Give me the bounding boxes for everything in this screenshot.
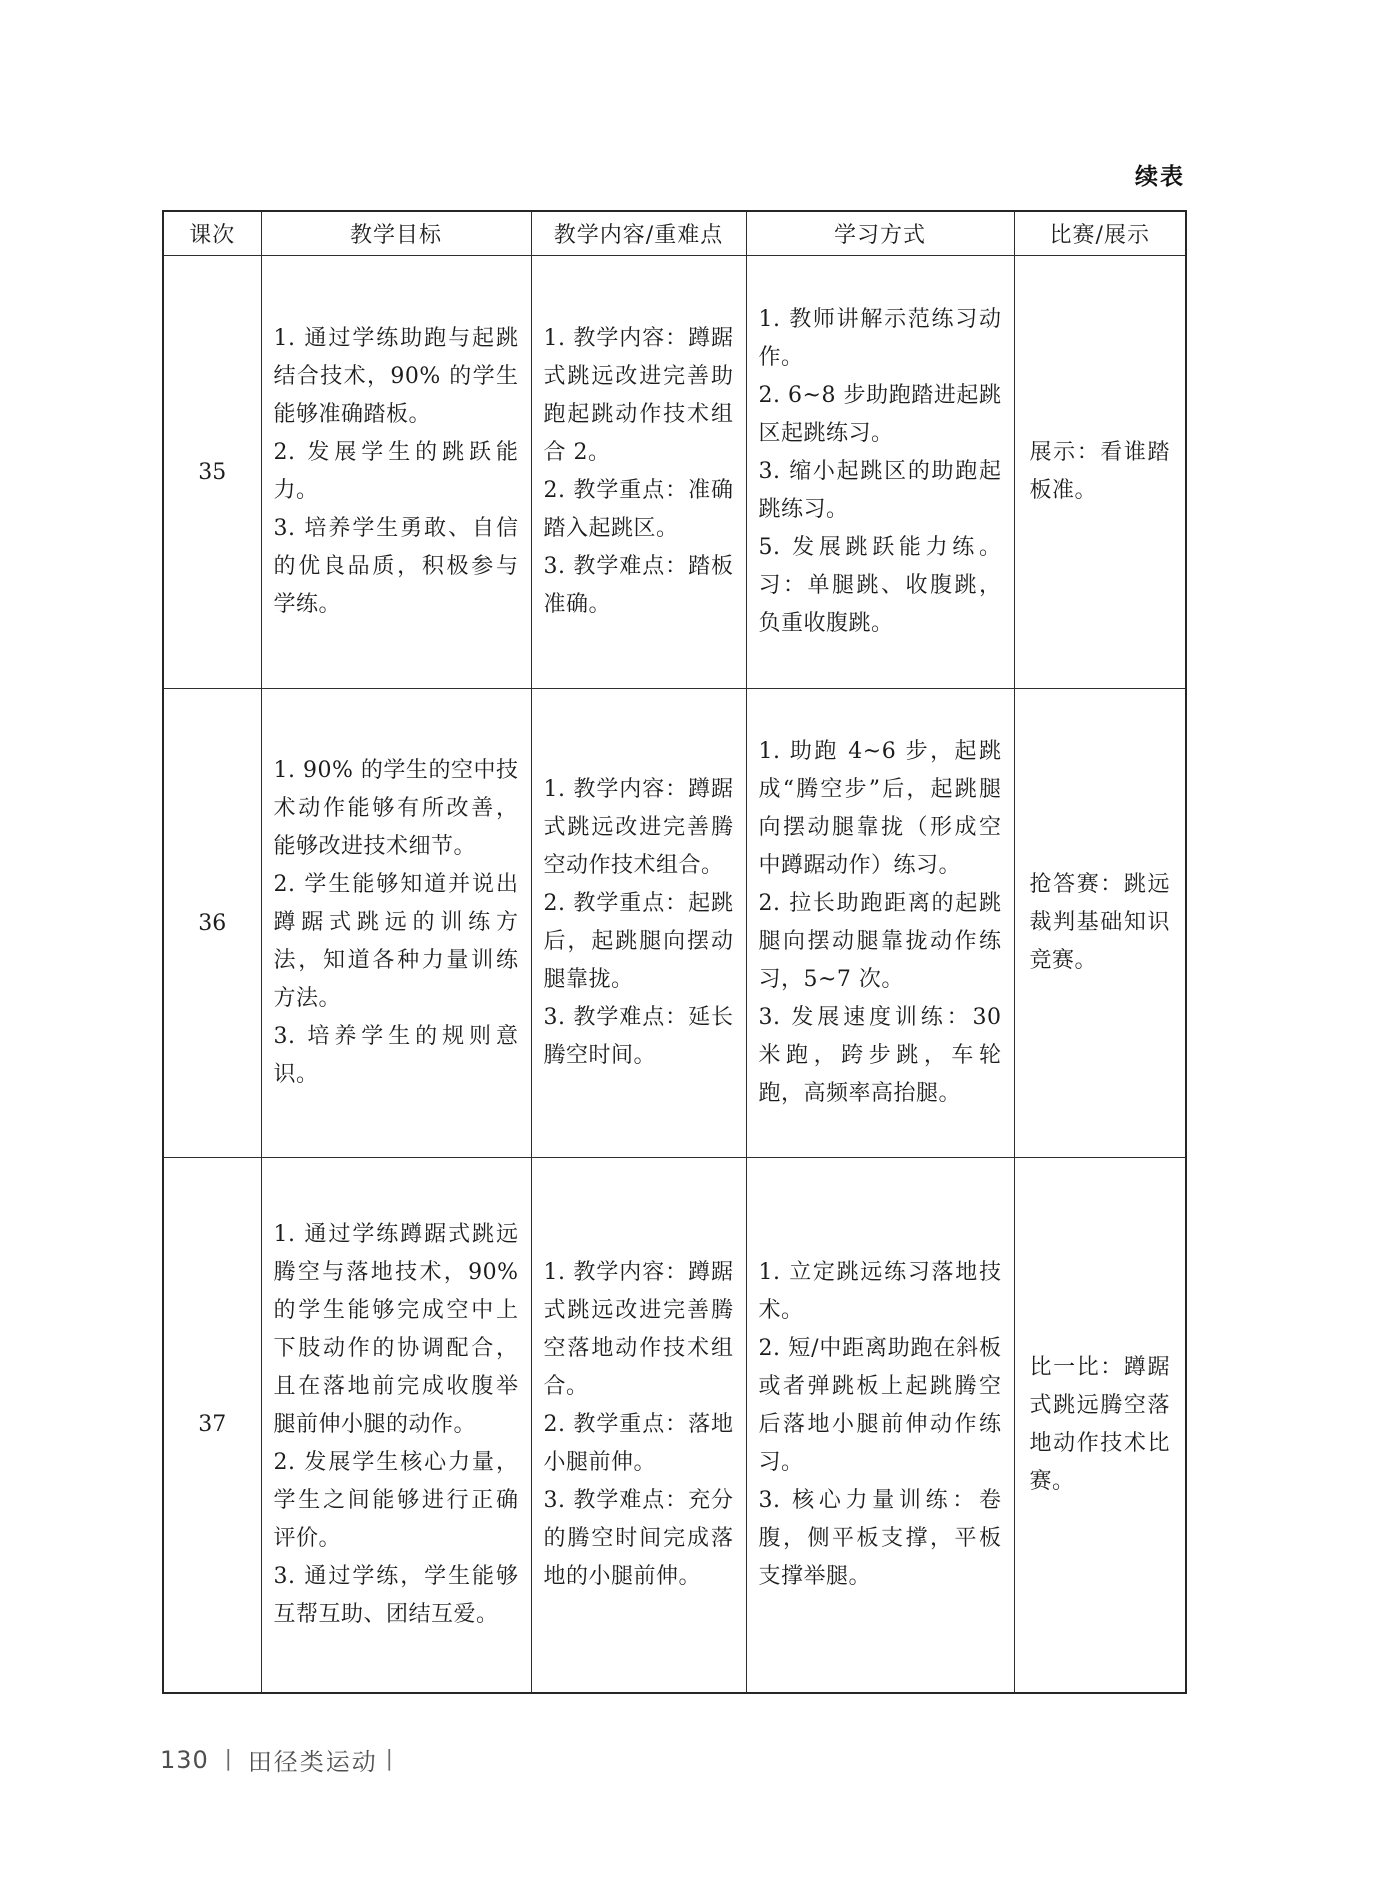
competition-text: 比一比：蹲踞式跳远腾空落地动作技术比赛。 (1029, 1354, 1170, 1494)
footer-separator: ∣ (222, 1747, 234, 1772)
lesson-number: 36 (163, 689, 261, 1158)
column-header-lesson: 课次 (163, 211, 261, 256)
content-item: 3. 教学难点：延长腾空时间。 (543, 1005, 734, 1068)
table-continuation-label: 续表 (1135, 164, 1185, 190)
footer-section-title: 田径类运动 (247, 1748, 378, 1776)
cell-objectives (261, 256, 531, 689)
method-item: 1. 立定跳远练习落地技术。 (758, 1259, 1002, 1323)
cell-methods (746, 689, 1014, 1158)
content-item: 2. 教学重点：准确踏入起跳区。 (543, 478, 734, 541)
method-item: 1. 助跑 4~6 步，起跳成“腾空步”后，起跳腿向摆动腿靠拢（形成空中蹲踞动作）练习。 (758, 739, 1002, 878)
table-row-lesson-36 (163, 689, 1186, 1158)
column-header-methods: 学习方式 (746, 211, 1014, 256)
objective-item: 3. 通过学练，学生能够互帮互助、团结互爱。 (273, 1563, 519, 1627)
content-item: 2. 教学重点：起跳后，起跳腿向摆动腿靠拢。 (543, 891, 734, 992)
content-item: 1. 教学内容：蹲踞式跳远改进完善助跑起跳动作技术组合 2。 (543, 326, 734, 465)
table-row-lesson-37 (163, 1158, 1186, 1693)
cell-competition (1014, 1158, 1186, 1693)
footer-separator-trailing: ∣ (383, 1747, 395, 1772)
cell-methods (746, 256, 1014, 689)
cell-competition (1014, 689, 1186, 1158)
table-row-lesson-35 (163, 256, 1186, 689)
objective-item: 2. 学生能够知道并说出蹲踞式跳远的训练方法，知道各种力量训练方法。 (273, 872, 519, 1011)
method-item: 3. 发展速度训练：30 米跑，跨步跳，车轮跑，高频率高抬腿。 (758, 1005, 1002, 1106)
content-item: 3. 教学难点：踏板准确。 (543, 554, 734, 617)
competition-text: 抢答赛：跳远裁判基础知识竞赛。 (1029, 872, 1170, 973)
method-item: 2. 拉长助跑距离的起跳腿向摆动腿靠拢动作练习，5~7 次。 (758, 891, 1002, 992)
content-item: 1. 教学内容：蹲踞式跳远改进完善腾空动作技术组合。 (543, 777, 734, 878)
content-item: 1. 教学内容：蹲踞式跳远改进完善腾空落地动作技术组合。 (543, 1259, 734, 1399)
method-item: 3. 缩小起跳区的助跑起跳练习。 (758, 459, 1002, 522)
objective-item: 1. 90% 的学生的空中技术动作能够有所改善，能够改进技术细节。 (273, 758, 519, 859)
column-header-objectives: 教学目标 (261, 211, 531, 256)
objective-item: 3. 培养学生勇敢、自信的优良品质，积极参与学练。 (273, 516, 519, 617)
cell-competition (1014, 256, 1186, 689)
cell-objectives (261, 1158, 531, 1693)
objective-item: 1. 通过学练助跑与起跳结合技术，90% 的学生能够准确踏板。 (273, 326, 519, 427)
method-item: 1. 教师讲解示范练习动作。 (758, 307, 1002, 370)
objective-item: 2. 发展学生核心力量，学生之间能够进行正确评价。 (273, 1449, 519, 1551)
content-item: 2. 教学重点：落地小腿前伸。 (543, 1411, 734, 1475)
objective-item: 2. 发展学生的跳跃能力。 (273, 440, 519, 503)
column-header-content: 教学内容/重难点 (531, 211, 746, 256)
lesson-number: 35 (163, 256, 261, 689)
cell-content (531, 689, 746, 1158)
cell-content (531, 1158, 746, 1693)
method-item: 2. 6~8 步助跑踏进起跳区起跳练习。 (758, 383, 1002, 446)
page-footer (160, 1742, 395, 1777)
cell-methods (746, 1158, 1014, 1693)
content-item: 3. 教学难点：充分的腾空时间完成落地的小腿前伸。 (543, 1487, 734, 1589)
method-item: 2. 短/中距离助跑在斜板或者弹跳板上起跳腾空后落地小腿前伸动作练习。 (758, 1335, 1002, 1475)
competition-text: 展示：看谁踏板准。 (1029, 440, 1170, 503)
objective-item: 1. 通过学练蹲踞式跳远腾空与落地技术，90% 的学生能够完成空中上下肢动作的协调配合，且在落地前完成收腹举腿前伸小腿的动作。 (273, 1221, 519, 1437)
objective-item: 3. 培养学生的规则意识。 (273, 1024, 519, 1087)
cell-objectives (261, 689, 531, 1158)
table-header-row (163, 211, 1186, 256)
method-item: 3. 核心力量训练：卷腹，侧平板支撑，平板支撑举腿。 (758, 1487, 1002, 1589)
cell-content (531, 256, 746, 689)
column-header-competition: 比赛/展示 (1014, 211, 1186, 256)
method-item: 5. 发展跳跃能力练。习：单腿跳、收腹跳，负重收腹跳。 (758, 535, 1002, 636)
page-number: 130 (160, 1745, 209, 1774)
lesson-plan-table (162, 210, 1187, 1694)
lesson-number: 37 (163, 1158, 261, 1693)
